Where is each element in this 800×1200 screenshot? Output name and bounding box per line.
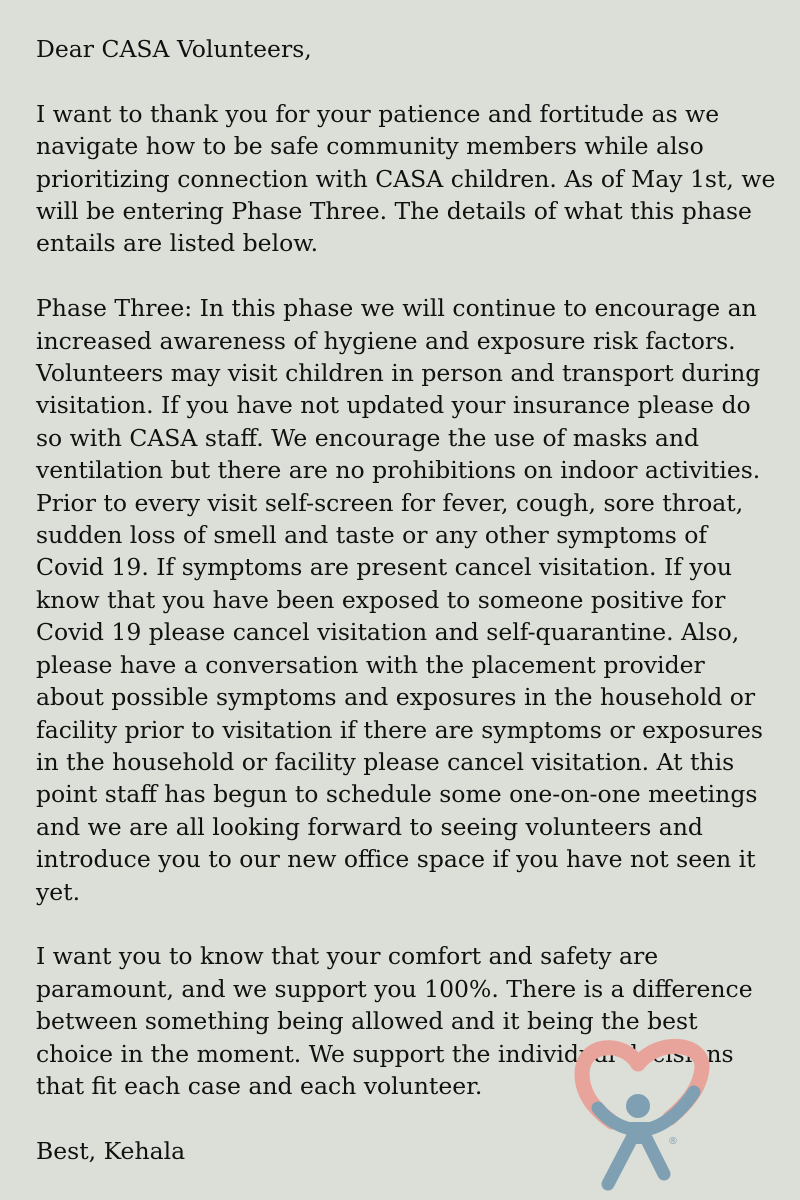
figure-head [626,1094,650,1118]
letter-paragraph-intro: I want to thank you for your patience and fortitude as we navigate how to be safe community members while also prioritizing connection with CASA children. As of May 1st, we will be entering Phase Three. The details of what this phase entails are listed below. [36,99,776,258]
letter-paragraph-support: I want you to know that your comfort and safety are paramount, and we support you 100%. There is a difference between something being allowed and it being the best choice in the moment. We support the individual decisions that fit each case and each volunteer. [36,942,753,1100]
letter-paragraph-phase-three: Phase Three: In this phase we will continue to encourage an increased awareness of hygiene and exposure risk factors. Volunteers may visit children in person and transport during visitation. If you have not updated your insurance please do so with CASA staff. We encourage the use of masks and ventilation but there are no prohibitions on indoor activities. Prior to every visit self-screen for fever, cough, sore throat, sudden loss of smell and taste or any other symptoms of Covid 19. If symptoms are present cancel visitation. If you know that you have been exposed to someone positive for Covid 19 please cancel visitation and self-quarantine. Also, please have a conversation with the placement provider about possible symptoms and exposures in the household or facility prior to visitation if there are symptoms or exposures in the household or facility please cancel visitation. At this point staff has begun to schedule some one-on-one meetings and we are all looking forward to seeing volunteers and introduce you to our new office space if you have not seen it yet. [36,294,763,906]
figure-body [628,1122,652,1144]
figure-legs [608,1138,664,1184]
casa-heart-figure-icon [572,1034,712,1194]
letter-greeting: Dear CASA Volunteers, [36,35,312,63]
registered-mark: ® [668,1136,678,1147]
letter-body [36,33,776,1200]
letter-signoff: Best, Kehala [36,1136,186,1165]
